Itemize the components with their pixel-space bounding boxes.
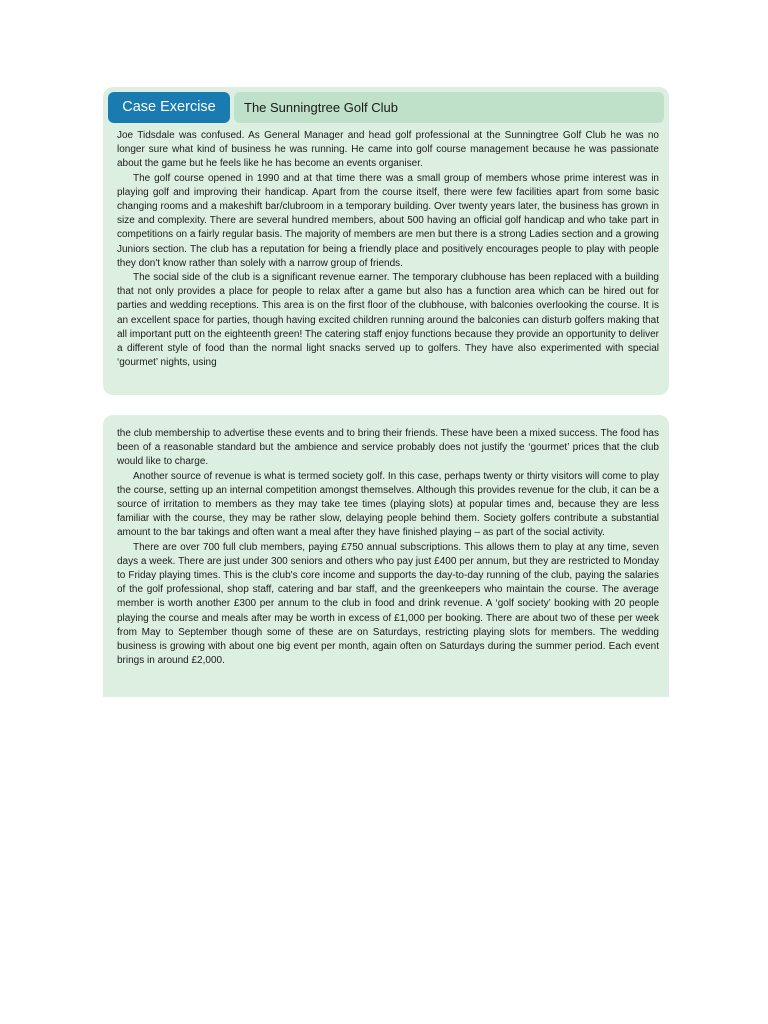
case-text-part-2 — [117, 427, 659, 668]
paragraph: The social side of the club is a significant revenue earner. The temporary clubhouse has been replaced with a building that not only provides a place for people to relax after a game but also has a function area which can be hired out for parties and wedding receptions. This area is on the first floor of the clubhouse, with balconies overlooking the course. It is an excellent space for parties, though having excited children running around the balconies can disturb golfers making that all important putt on the eighteenth green! The catering staff enjoy functions because they provide an opportunity to deliver a different style of food than the normal light snacks served up to golfers. They have also experimented with special ‘gourmet’ nights, using — [117, 272, 659, 369]
case-exercise-panel-bottom — [103, 415, 669, 697]
case-header — [108, 92, 664, 123]
paragraph: The golf course opened in 1990 and at that time there was a small group of members whose prime interest was in playing golf and improving their handicap. Apart from the course itself, there were few facilities apart from some basic changing rooms and a makeshift bar/clubroom in a temporary building. Over twenty years later, the business has grown in size and complexity. There are several hundred members, about 500 having an official golf handicap and who take part in competitions on a fairly regular basis. The majority of members are men but there is a strong Ladies section and a growing Juniors section. The club has a reputation for being a friendly place and positively encourages people to play with people they don't know rather than solely with a narrow group of friends. — [117, 172, 659, 269]
case-exercise-panel-top — [103, 87, 669, 395]
paragraph: the club membership to advertise these events and to bring their friends. These have been a mixed success. The food has been of a reasonable standard but the ambience and service probably does not justify the ‘gourmet’ prices that the club would like to charge. — [117, 428, 659, 468]
case-title: The Sunningtree Golf Club — [234, 92, 664, 123]
paragraph: There are over 700 full club members, paying £750 annual subscriptions. This allows them to play at any time, seven days a week. There are just under 300 seniors and others who pay just £400 per annum, but they are restricted to Monday to Friday playing times. This is the club's core income and supports the day-to-day running of the club, paying the salaries of the golf professional, shop staff, catering and bar staff, and the greenkeepers who maintain the course. The average member is worth another £300 per annum to the club in food and drink revenue. A ‘golf society’ booking with 20 people playing the course and meals after may be worth in excess of £1,000 per booking. There are about two of these per week from May to September though some of these are on Saturdays, restricting playing slots for members. The wedding business is growing with about one big event per month, again often on Saturdays during the summer period. Each event brings in around £2,000. — [117, 541, 659, 667]
case-text-part-1 — [117, 129, 659, 370]
paragraph: Another source of revenue is what is termed society golf. In this case, perhaps twenty or thirty visitors will come to play the course, setting up an internal competition amongst themselves. Although this provides revenue for the club, it can be a source of irritation to members as they may take tee times (playing slots) at popular times and, because they are less familiar with the course, they may be rather slow, delaying people behind them. Society golfers contribute a substantial amount to the bar takings and often want a meal after they have finished playing – as part of the social activity. — [117, 470, 659, 539]
case-exercise-label: Case Exercise — [108, 92, 230, 123]
paragraph: Joe Tidsdale was confused. As General Manager and head golf professional at the Sunningtree Golf Club he was no longer sure what kind of business he was running. He came into golf course management because he was passionate about the game but he feels like he has become an events organiser. — [117, 130, 659, 170]
